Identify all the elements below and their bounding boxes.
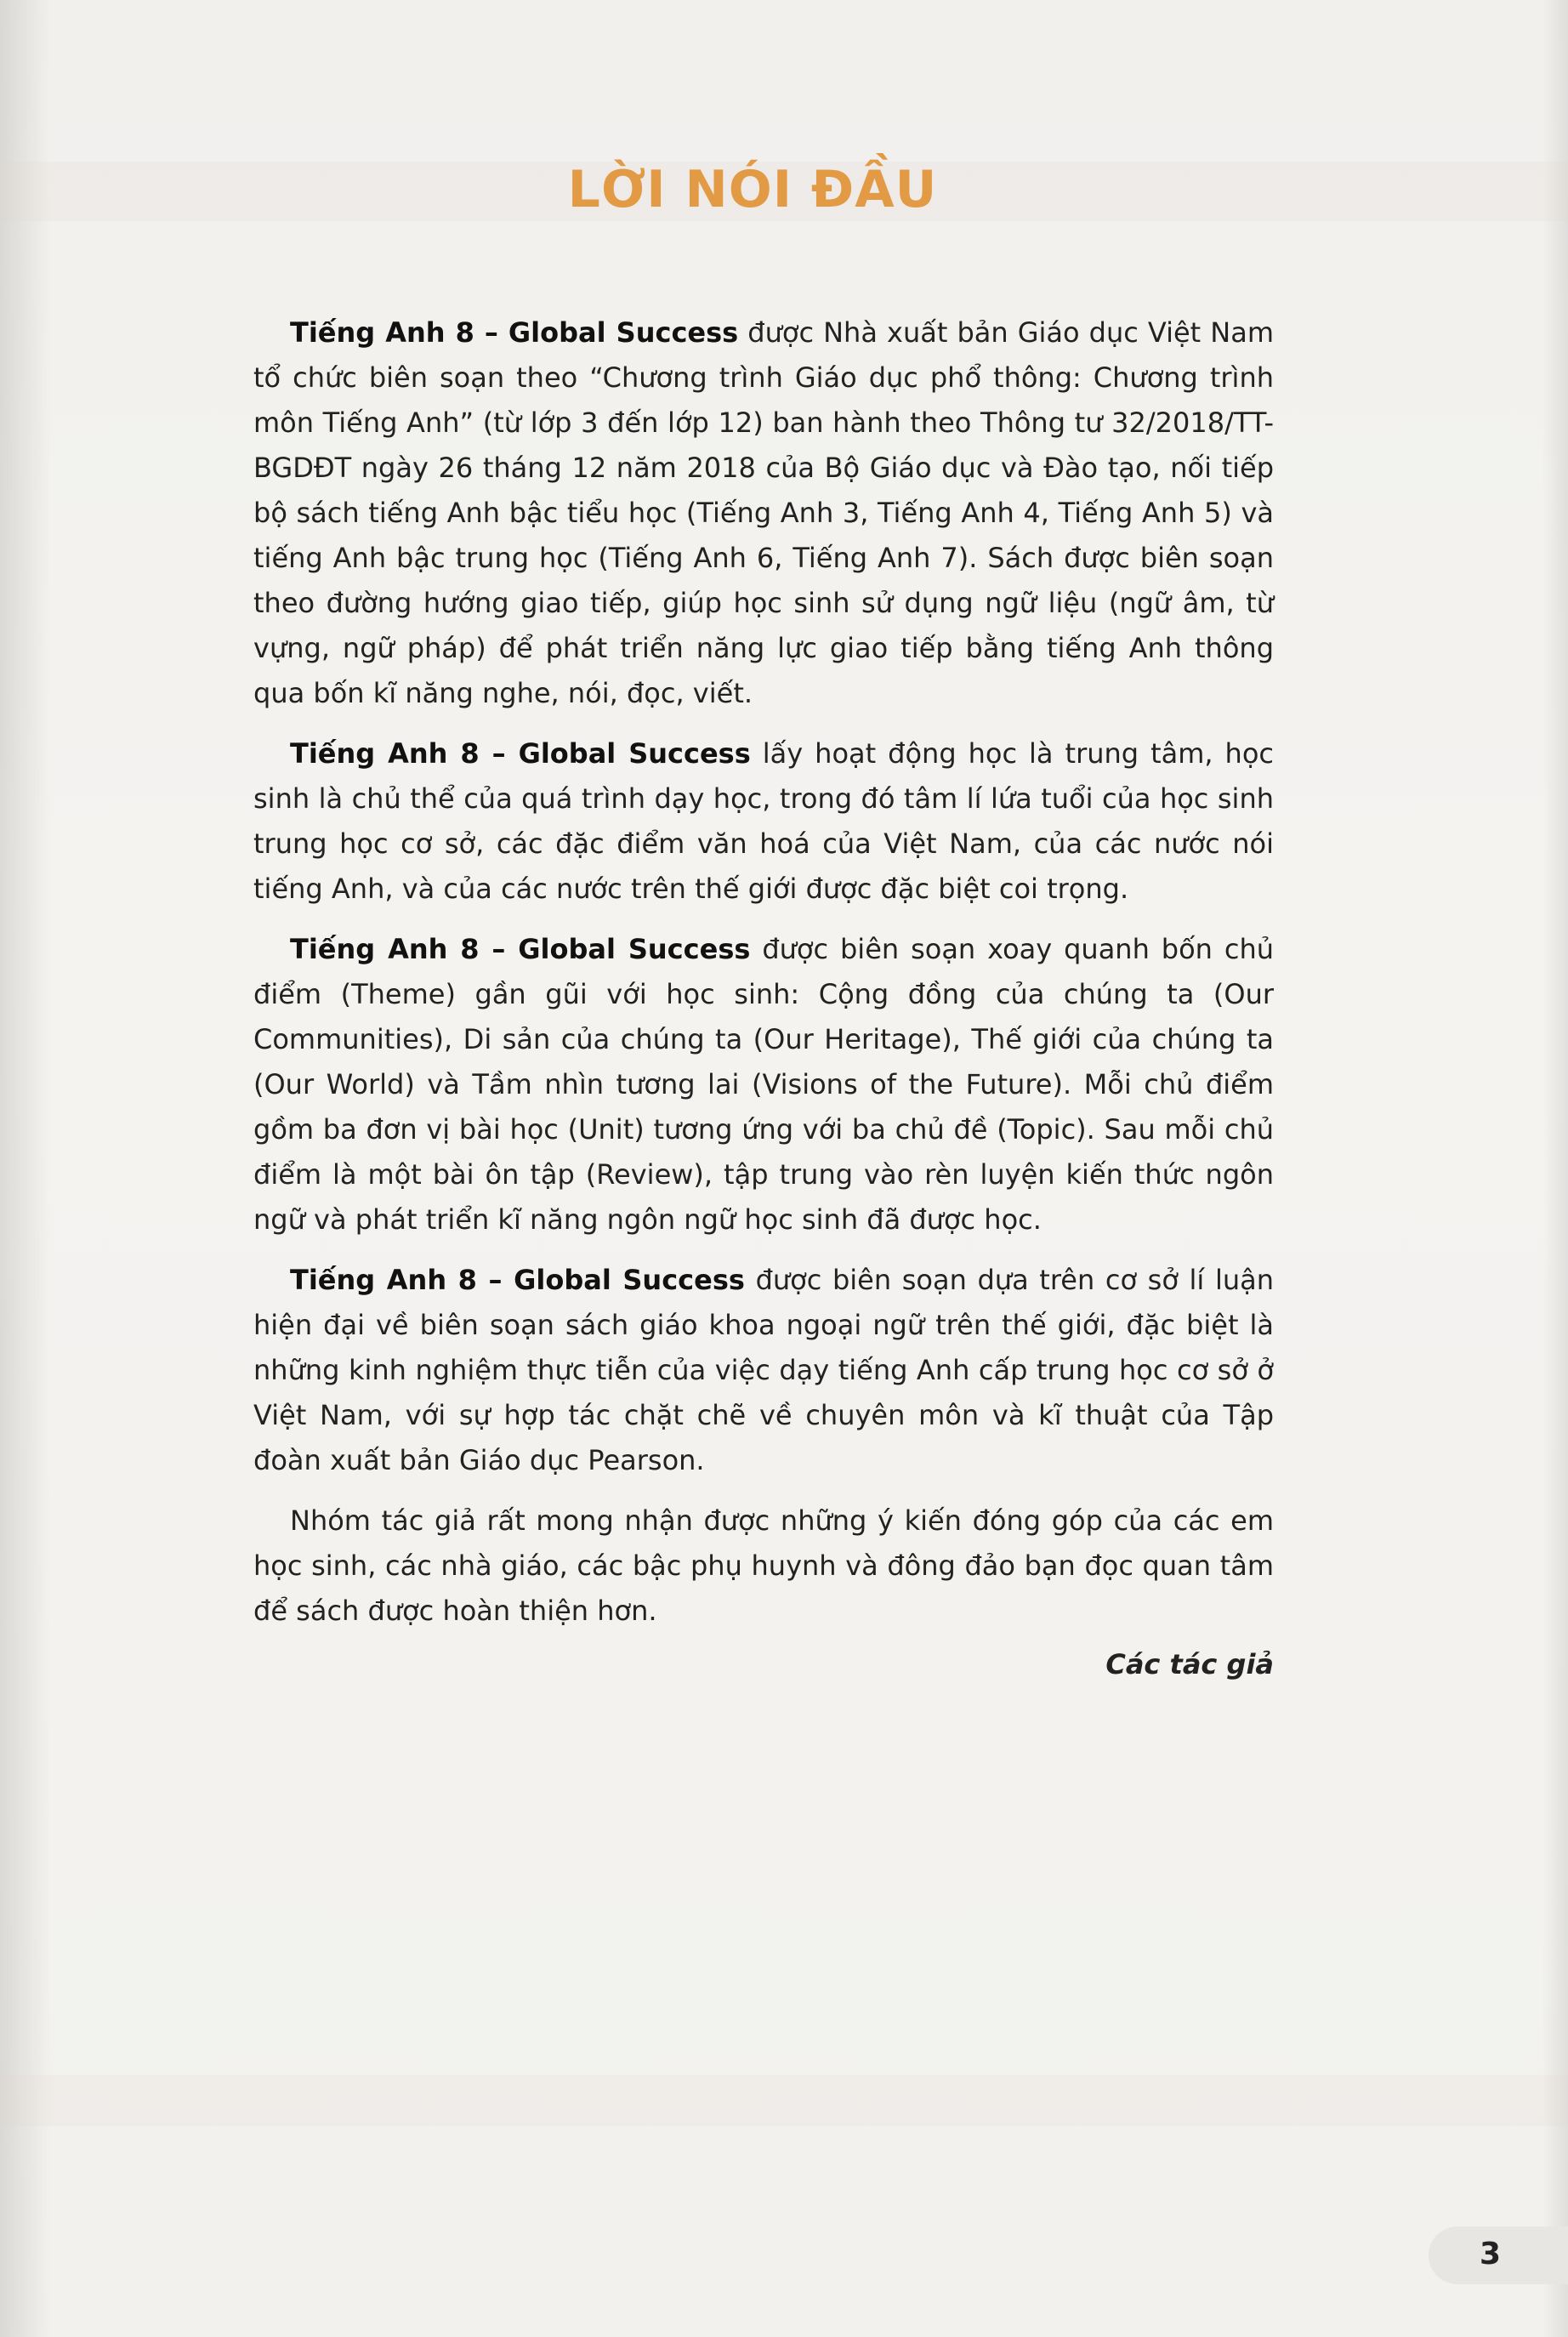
paragraph-text: được biên soạn dựa trên cơ sở lí luận hiện đại về biên soạn sách giáo khoa ngoại ngữ trên thế giới, đặc biệt là những kinh nghiệm thực tiễn của việc dạy tiếng Anh cấp trung học cơ sở ở Việt Nam, với sự hợp tác chặt chẽ về chuyên môn và kĩ thuật của Tập đoàn xuất bản Giáo dục Pearson. [253,1264,1275,1476]
binding-shadow [0,0,51,2337]
paragraph-3 [253,927,1274,1242]
paragraph-4 [253,1258,1274,1483]
page-number: 3 [1480,2237,1502,2272]
paragraph-5 [253,1498,1274,1634]
authors-signature: Các tác giả [1105,1648,1274,1680]
book-title-emphasis: Tiếng Anh 8 – Global Success [290,933,751,965]
paragraph-text: Nhóm tác giả rất mong nhận được những ý kiến đóng góp của các em học sinh, các nhà giáo, các bậc phụ huynh và đông đảo bạn đọc quan tâm để sách được hoàn thiện hơn. [253,1504,1274,1627]
book-title-emphasis: Tiếng Anh 8 – Global Success [290,737,751,770]
page-edge [1542,0,1568,2337]
paragraph-text: được Nhà xuất bản Giáo dục Việt Nam tổ chức biên soạn theo “Chương trình Giáo dục phổ thông: Chương trình môn Tiếng Anh” (từ lớp 3 đến lớp 12) ban hành theo Thông tư 32/2018/TT-BGDĐT ngày 26 tháng 12 năm 2018 của Bộ Giáo dục và Đào tạo, nối tiếp bộ sách tiếng Anh bậc tiểu học (Tiếng Anh 3, Tiếng Anh 4, Tiếng Anh 5) và tiếng Anh bậc trung học (Tiếng Anh 6, Tiếng Anh 7). Sách được biên soạn theo đường hướng giao tiếp, giúp học sinh sử dụng ngữ liệu (ngữ âm, từ vựng, ngữ pháp) để phát triển năng lực giao tiếp bằng tiếng Anh thông qua bốn kĩ năng nghe, nói, đọc, viết. [253,316,1275,709]
paragraph-text: được biên soạn xoay quanh bốn chủ điểm (Theme) gần gũi với học sinh: Cộng đồng của chúng ta (Our Communities), Di sản của chúng ta (Our Heritage), Thế giới của chúng ta (Our World) và Tầm nhìn tương lai (Visions of the Future). Mỗi chủ điểm gồm ba đơn vị bài học (Unit) tương ứng với ba chủ đề (Topic). Sau mỗi chủ điểm là một bài ôn tập (Review), tập trung vào rèn luyện kiến thức ngôn ngữ và phát triển kĩ năng ngôn ngữ học sinh đã được học. [253,933,1274,1236]
paragraph-1 [253,310,1274,716]
book-title-emphasis: Tiếng Anh 8 – Global Success [290,316,739,349]
foreword-body [253,310,1274,1649]
paragraph-text: lấy hoạt động học là trung tâm, học sinh là chủ thể của quá trình dạy học, trong đó tâm lí lứa tuổi của học sinh trung học cơ sở, các đặc điểm văn hoá của Việt Nam, của các nước nói tiếng Anh, và của các nước trên thế giới được đặc biệt coi trọng. [253,737,1275,905]
page-heading: LỜI NÓI ĐẦU [567,160,938,220]
paragraph-2 [253,731,1274,912]
show-through-band [0,2075,1568,2126]
book-title-emphasis: Tiếng Anh 8 – Global Success [290,1264,745,1296]
